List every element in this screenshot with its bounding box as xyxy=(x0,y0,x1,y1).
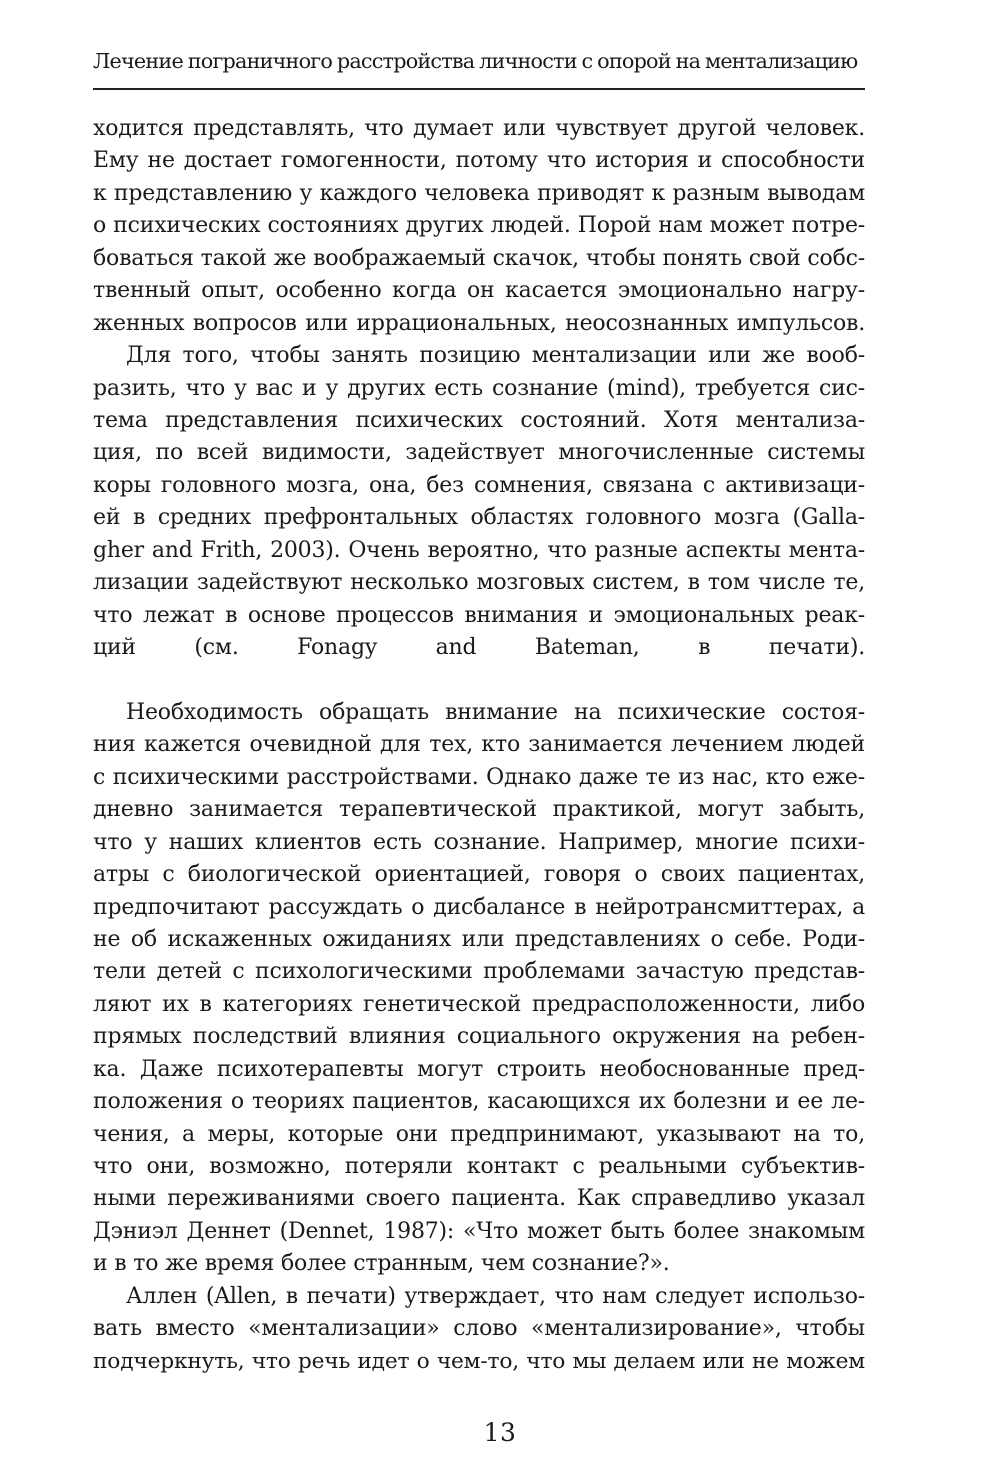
text-line: тема представления психических состояний. Хотя ментализа- xyxy=(93,407,865,433)
body-text xyxy=(93,113,865,1378)
text-line: твенный опыт, особенно когда он касается эмоционально нагру- xyxy=(93,278,865,304)
text-line: ей в средних префронтальных областях головного мозга (Galla- xyxy=(93,505,865,531)
running-head: Лечение пограничного расстройства личности с опорой на ментализацию xyxy=(93,49,858,73)
text-line: подчеркнуть, что речь идет о чем-то, что мы делаем или не можем xyxy=(93,1348,865,1374)
text-line: и в то же время более странным, чем сознание?». xyxy=(93,1251,670,1277)
text-line: что у наших клиентов есть сознание. Например, многие психи- xyxy=(93,829,865,855)
text-line: Необходимость обращать внимание на психические состоя- xyxy=(126,699,865,725)
text-line: разить, что у вас и у других есть сознание (mind), требуется сис- xyxy=(93,375,865,401)
text-line: женных вопросов или иррациональных, неосознанных импульсов. xyxy=(93,310,865,336)
text-line: тели детей с психологическими проблемами зачастую представ- xyxy=(93,959,865,985)
text-line: дневно занимается терапевтической практикой, могут забыть, xyxy=(93,797,865,823)
text-line: боваться такой же воображаемый скачок, чтобы понять свой собс- xyxy=(93,245,865,271)
text-line: gher and Frith, 2003). Очень вероятно, что разные аспекты мента- xyxy=(93,537,865,563)
text-line: ными переживаниями своего пациента. Как справедливо указал xyxy=(93,1186,865,1212)
text-line: Дэниэл Деннет (Dennet, 1987): «Что может быть более знакомым xyxy=(93,1218,865,1244)
text-line: ния кажется очевидной для тех, кто занимается лечением людей xyxy=(93,732,865,758)
text-line: Ему не достает гомогенности, потому что история и способности xyxy=(93,148,865,174)
text-line: ция, по всей видимости, задействует многочисленные системы xyxy=(93,440,865,466)
paragraph xyxy=(93,697,865,1281)
text-line: предпочитают рассуждать о дисбалансе в нейротрансмиттерах, а xyxy=(93,894,865,920)
text-line: что они, возможно, потеряли контакт с реальными субъектив- xyxy=(93,1154,865,1179)
text-line: коры головного мозга, она, без сомнения, связана с активизаци- xyxy=(93,472,865,498)
text-line: о психических состояниях других людей. Порой нам может потре- xyxy=(93,213,865,239)
header-rule xyxy=(93,88,865,90)
text-line: Аллен (Allen, в печати) утверждает, что нам следует использо- xyxy=(126,1283,865,1309)
paragraph xyxy=(93,113,865,340)
text-line: к представлению у каждого человека приводят к разным выводам xyxy=(93,180,865,206)
text-line: не об искаженных ожиданиях или представлениях о себе. Роди- xyxy=(93,926,865,952)
text-line: ций (см. Fonagy and Bateman, в печати). xyxy=(93,635,865,660)
text-line: ка. Даже психотерапевты могут строить необоснованные пред- xyxy=(93,1056,865,1082)
text-line: Для того, чтобы занять позицию ментализации или же вооб- xyxy=(126,343,865,369)
text-line: ходится представлять, что думает или чувствует другой человек. xyxy=(93,116,865,141)
paragraph xyxy=(93,340,865,697)
text-line: лизации задействуют несколько мозговых систем, в том числе те, xyxy=(93,570,865,596)
text-line: атры с биологической ориентацией, говоря о своих пациентах, xyxy=(93,862,865,888)
page-number: 13 xyxy=(483,1418,517,1447)
paragraph xyxy=(93,1281,865,1378)
text-line: чения, а меры, которые они предпринимают, указывают на то, xyxy=(93,1121,865,1147)
text-line: ляют их в категориях генетической предрасположенности, либо xyxy=(93,991,865,1017)
text-line xyxy=(93,664,865,696)
text-line: положения о теориях пациентов, касающихся их болезни и ее ле- xyxy=(93,1089,865,1115)
text-line: что лежат в основе процессов внимания и эмоциональных реак- xyxy=(93,602,865,628)
text-line: прямых последствий влияния социального окружения на ребен- xyxy=(93,1024,865,1050)
text-line: с психическими расстройствами. Однако даже те из нас, кто еже- xyxy=(93,764,865,790)
text-line: вать вместо «ментализации» слово «ментализирование», чтобы xyxy=(93,1316,865,1342)
